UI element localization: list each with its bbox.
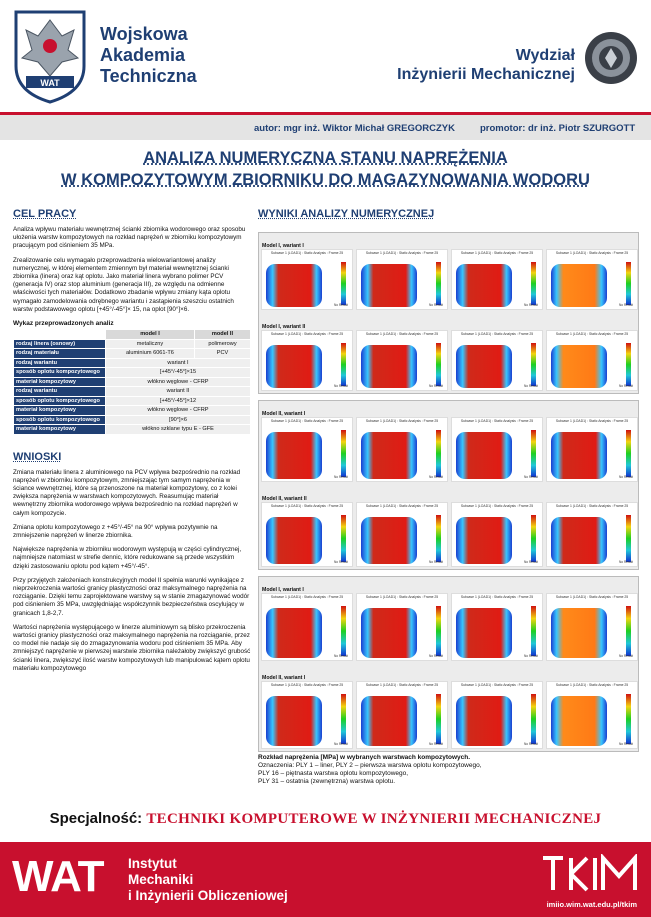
no-result-label: No Result bbox=[334, 384, 348, 388]
tank-model-image bbox=[266, 517, 322, 564]
no-result-label: No Result bbox=[619, 654, 633, 658]
tank-model-image bbox=[551, 696, 607, 746]
stress-contour-plot bbox=[546, 330, 638, 391]
color-scale-legend bbox=[626, 515, 631, 562]
model-variant-label: Model II, wariant I bbox=[262, 675, 306, 681]
tank-model-image bbox=[361, 517, 417, 564]
stress-contour-plot bbox=[356, 417, 448, 482]
stress-contour-plot bbox=[261, 681, 353, 749]
plot-header: Subcase 1 (LOAD1) : Static Analysis : Frame 25 bbox=[270, 419, 344, 423]
results-caption: Rozkład naprężenia [MPa] w wybranych warstwach kompozytowych. Oznaczenia: PLY 1 – liner, PLY 2 – pierwsza warstwa oplotu kompozytowego, PLY 16 – piętnasta warstwa oplotu kompozytowego, PLY 31 – ostatnia (zewnętrzna) warstwa oplotu. bbox=[258, 754, 482, 785]
tank-model-image bbox=[266, 608, 322, 658]
no-result-label: No Result bbox=[524, 384, 538, 388]
plot-header: Subcase 1 (LOAD1) : Static Analysis : Frame 25 bbox=[555, 419, 629, 423]
table-row: rodzaj linera (osnowy) metaliczny polimerowy bbox=[14, 339, 251, 349]
tank-model-image bbox=[551, 345, 607, 388]
footer-url: imiio.wim.wat.edu.pl/tkim bbox=[546, 900, 637, 909]
color-scale-legend bbox=[436, 606, 441, 656]
table-row: rodzaj wariantu wariant I bbox=[14, 358, 251, 368]
color-scale-legend bbox=[626, 694, 631, 744]
no-result-label: No Result bbox=[619, 560, 633, 564]
no-result-label: No Result bbox=[334, 303, 348, 307]
author-bar bbox=[0, 112, 651, 140]
no-result-label: No Result bbox=[429, 475, 443, 479]
no-result-label: No Result bbox=[429, 654, 443, 658]
author-text: autor: mgr inż. Wiktor Michał GREGORCZYK bbox=[254, 123, 456, 134]
results-panel bbox=[258, 576, 639, 752]
no-result-label: No Result bbox=[524, 654, 538, 658]
tank-model-image bbox=[361, 432, 417, 479]
stress-contour-plot bbox=[451, 681, 543, 749]
stress-contour-plot bbox=[546, 249, 638, 310]
color-scale-legend bbox=[341, 515, 346, 562]
wnioski-paragraph-3: Największe naprężenia w zbiorniku wodorowym występują w części cylindrycznej, najmniejsze natomiast w strefie dennic, które redukowane są przede wszystkim dzięki zastosowaniu oplotu pod kątem +45°/-45°. bbox=[13, 546, 242, 570]
tank-model-image bbox=[361, 608, 417, 658]
stress-contour-plot bbox=[451, 417, 543, 482]
institute-name: Instytut Mechaniki i Inżynierii Obliczeniowej bbox=[128, 856, 288, 903]
table-row: sposób oplotu kompozytowego [+45°/-45°]×12 bbox=[14, 396, 251, 406]
no-result-label: No Result bbox=[429, 303, 443, 307]
table-row: materiał kompozytowy włókno węglowe - CFRP bbox=[14, 406, 251, 416]
results-heading: WYNIKI ANALIZY NUMERYCZNEJ bbox=[258, 208, 435, 220]
no-result-label: No Result bbox=[429, 742, 443, 746]
plot-header: Subcase 1 (LOAD1) : Static Analysis : Frame 25 bbox=[270, 683, 344, 687]
specialization-value: TECHNIKI KOMPUTEROWE W INŻYNIERII MECHANICZNEJ bbox=[146, 811, 602, 827]
color-scale-legend bbox=[626, 262, 631, 305]
stress-contour-plot bbox=[451, 502, 543, 567]
tank-model-image bbox=[456, 517, 512, 564]
tank-model-image bbox=[361, 264, 417, 307]
stress-contour-plot bbox=[261, 502, 353, 567]
tank-model-image bbox=[456, 264, 512, 307]
plot-header: Subcase 1 (LOAD1) : Static Analysis : Frame 25 bbox=[460, 332, 534, 336]
plot-header: Subcase 1 (LOAD1) : Static Analysis : Frame 25 bbox=[460, 595, 534, 599]
wnioski-heading: WNIOSKI bbox=[13, 450, 62, 463]
plot-header: Subcase 1 (LOAD1) : Static Analysis : Frame 25 bbox=[365, 419, 439, 423]
stress-contour-plot bbox=[546, 681, 638, 749]
tkim-logo-icon bbox=[541, 854, 637, 892]
color-scale-legend bbox=[531, 343, 536, 386]
plot-header: Subcase 1 (LOAD1) : Static Analysis : Frame 25 bbox=[555, 504, 629, 508]
stress-contour-plot bbox=[356, 330, 448, 391]
model-variant-label: Model I, wariant I bbox=[262, 587, 304, 593]
tank-model-image bbox=[266, 696, 322, 746]
color-scale-legend bbox=[436, 515, 441, 562]
no-result-label: No Result bbox=[619, 742, 633, 746]
stress-contour-plot bbox=[546, 593, 638, 661]
color-scale-legend bbox=[436, 262, 441, 305]
plot-header: Subcase 1 (LOAD1) : Static Analysis : Frame 25 bbox=[460, 419, 534, 423]
model-variant-label: Model I, wariant I bbox=[262, 243, 304, 249]
tank-model-image bbox=[551, 608, 607, 658]
color-scale-legend bbox=[436, 343, 441, 386]
plot-header: Subcase 1 (LOAD1) : Static Analysis : Frame 25 bbox=[555, 332, 629, 336]
specialization-label: Specjalność: bbox=[49, 810, 143, 827]
no-result-label: No Result bbox=[524, 560, 538, 564]
wnioski-paragraph-5: Wartości naprężenia występującego w linerze aluminiowym są blisko przekroczenia wartości granicy plastyczności oraz maksymalnego naprężenia na rozciąganie, przez co model nie nadaje się do zmagazynowania wodoru pod ciśnieniem 35 MPa. Aby zmniejszyć naprężenie w pierwszej warstwie zbiornika należałoby zwiększyć grubość ścianki linera, zwiększyć ilość warstw kompozytowych lub manipulować kątem oplotu materiału kompozytowego bbox=[13, 623, 251, 672]
table-row: materiał kompozytowy włókno węglowe - CFRP bbox=[14, 377, 251, 387]
tank-model-image bbox=[266, 264, 322, 307]
wnioski-paragraph-2: Zmiana oplotu kompozytowego z +45°/-45° na 90° wpływa pozytywnie na zmniejszenie naprężeń w linerze zbiornika. bbox=[13, 523, 218, 539]
no-result-label: No Result bbox=[334, 560, 348, 564]
wat-eagle-logo-icon bbox=[12, 6, 88, 104]
stress-contour-plot bbox=[261, 249, 353, 310]
color-scale-legend bbox=[341, 694, 346, 744]
plot-header: Subcase 1 (LOAD1) : Static Analysis : Frame 25 bbox=[365, 504, 439, 508]
tank-model-image bbox=[266, 345, 322, 388]
header bbox=[0, 0, 651, 110]
color-scale-legend bbox=[436, 430, 441, 477]
svg-text:WAT: WAT bbox=[40, 78, 60, 88]
plot-header: Subcase 1 (LOAD1) : Static Analysis : Frame 25 bbox=[270, 504, 344, 508]
plot-header: Subcase 1 (LOAD1) : Static Analysis : Frame 25 bbox=[555, 251, 629, 255]
color-scale-legend bbox=[626, 430, 631, 477]
model-variant-label: Model II, wariant II bbox=[262, 496, 307, 502]
color-scale-legend bbox=[531, 606, 536, 656]
color-scale-legend bbox=[531, 515, 536, 562]
color-scale-legend bbox=[341, 606, 346, 656]
results-panel bbox=[258, 232, 639, 394]
tank-model-image bbox=[551, 517, 607, 564]
table-row: sposób oplotu kompozytowego [90°]×6 bbox=[14, 415, 251, 425]
plot-header: Subcase 1 (LOAD1) : Static Analysis : Frame 25 bbox=[460, 683, 534, 687]
cel-heading: CEL PRACY bbox=[13, 208, 77, 220]
tank-model-image bbox=[456, 696, 512, 746]
plot-header: Subcase 1 (LOAD1) : Static Analysis : Frame 25 bbox=[555, 683, 629, 687]
no-result-label: No Result bbox=[619, 384, 633, 388]
plot-header: Subcase 1 (LOAD1) : Static Analysis : Frame 25 bbox=[460, 251, 534, 255]
color-scale-legend bbox=[626, 343, 631, 386]
no-result-label: No Result bbox=[334, 475, 348, 479]
university-name: Wojskowa Akademia Techniczna bbox=[100, 24, 197, 86]
stress-contour-plot bbox=[356, 681, 448, 749]
wnioski-paragraph-1: Zmiana materiału linera z aluminiowego na PCV wpływa bezpośrednio na rozkład naprężeń w zbiorniku kompozytowym, zmniejszając tym samym naprężenia w ściance wewnętrznej, które są przenoszone na materiał kompozytowy, co z kolei zwiększa naprężenia w warstwach kompozytowych. Reasumując materiał wewnętrzny zbiornika wodorowego wpływa bezpośrednio na rozkład naprężeń w całym kompozycie. bbox=[13, 468, 241, 517]
table-header-model-1: model I bbox=[106, 330, 195, 340]
color-scale-legend bbox=[531, 694, 536, 744]
footer bbox=[0, 842, 651, 917]
poster-title: ANALIZA NUMERYCZNA STANU NAPRĘŻENIA W KOMPOZYTOWYM ZBIORNIKU DO MAGAZYNOWANIA WODORU bbox=[61, 149, 590, 189]
tank-model-image bbox=[551, 432, 607, 479]
stress-contour-plot bbox=[356, 593, 448, 661]
stress-contour-plot bbox=[451, 593, 543, 661]
color-scale-legend bbox=[341, 343, 346, 386]
table-row: rodzaj materiału aluminium 6061-T6 PCV bbox=[14, 349, 251, 359]
color-scale-legend bbox=[531, 262, 536, 305]
analysis-table-title: Wykaz przeprowadzonych analiz bbox=[13, 320, 114, 328]
color-scale-legend bbox=[436, 694, 441, 744]
plot-header: Subcase 1 (LOAD1) : Static Analysis : Frame 25 bbox=[270, 595, 344, 599]
stress-contour-plot bbox=[261, 330, 353, 391]
color-scale-legend bbox=[341, 430, 346, 477]
stress-contour-plot bbox=[356, 249, 448, 310]
tank-model-image bbox=[361, 696, 417, 746]
model-variant-label: Model II, wariant I bbox=[262, 411, 306, 417]
table-row: materiał kompozytowy włókno szklane typu E - GFE bbox=[14, 425, 251, 435]
stress-contour-plot bbox=[261, 593, 353, 661]
model-variant-label: Model I, wariant II bbox=[262, 324, 306, 330]
plot-header: Subcase 1 (LOAD1) : Static Analysis : Frame 25 bbox=[365, 595, 439, 599]
table-header-model-2: model II bbox=[194, 330, 250, 340]
stress-contour-plot bbox=[451, 249, 543, 310]
no-result-label: No Result bbox=[524, 475, 538, 479]
footer-wat-logo: WAT bbox=[12, 852, 104, 901]
department-gear-logo-icon bbox=[583, 30, 639, 86]
plot-header: Subcase 1 (LOAD1) : Static Analysis : Frame 25 bbox=[555, 595, 629, 599]
no-result-label: No Result bbox=[334, 742, 348, 746]
specialization bbox=[0, 810, 651, 828]
stress-contour-plot bbox=[356, 502, 448, 567]
stress-contour-plot bbox=[261, 417, 353, 482]
results-panel bbox=[258, 400, 639, 570]
plot-header: Subcase 1 (LOAD1) : Static Analysis : Frame 25 bbox=[365, 683, 439, 687]
no-result-label: No Result bbox=[429, 384, 443, 388]
wnioski-paragraph-4: Przy przyjętych założeniach konstrukcyjnych model II spełnia warunki wynikające z nieprzekroczenia wartości granicy plastyczności oraz maksymalnego naprężenia na rozciąganie. Dzięki temu zaprojektowane warstwy są w stanie zmagazynować wodór pod ciśnieniem 35 MPa, uwzględniając współczynnik bezpieczeństwa oscylujący w granicach 1,8-2,7. bbox=[13, 576, 250, 617]
plot-header: Subcase 1 (LOAD1) : Static Analysis : Frame 25 bbox=[460, 504, 534, 508]
plot-header: Subcase 1 (LOAD1) : Static Analysis : Frame 25 bbox=[270, 251, 344, 255]
stress-contour-plot bbox=[546, 502, 638, 567]
plot-header: Subcase 1 (LOAD1) : Static Analysis : Frame 25 bbox=[270, 332, 344, 336]
no-result-label: No Result bbox=[524, 303, 538, 307]
table-row: sposób oplotu kompozytowego [+45°/-45°]×15 bbox=[14, 368, 251, 378]
tank-model-image bbox=[456, 432, 512, 479]
no-result-label: No Result bbox=[334, 654, 348, 658]
no-result-label: No Result bbox=[524, 742, 538, 746]
table-row: rodzaj wariantu wariant II bbox=[14, 387, 251, 397]
stress-contour-plot bbox=[451, 330, 543, 391]
color-scale-legend bbox=[531, 430, 536, 477]
color-scale-legend bbox=[341, 262, 346, 305]
tank-model-image bbox=[456, 345, 512, 388]
department-name: Wydział Inżynierii Mechanicznej bbox=[397, 47, 575, 83]
tank-model-image bbox=[266, 432, 322, 479]
plot-header: Subcase 1 (LOAD1) : Static Analysis : Frame 25 bbox=[365, 251, 439, 255]
no-result-label: No Result bbox=[619, 475, 633, 479]
tank-model-image bbox=[551, 264, 607, 307]
cel-paragraph-2: Zrealizowanie celu wymagało przeprowadzenia wielowariantowej analizy numerycznej, w której elementem zmiennym był materiał wewnętrznej ścianki zbiornika (linera) oraz kąt oplotu. Jako materiał linera wybrano polimer PCV (generacja IV) oraz stop aluminium (generacja III), ze względu na odmienne właściwości tych materiałów. Dodatkowo zbadanie wpływu zmiany kąta oplotu wymagało zamodelowania odrębnego wariantu i zastąpienia szeszciu ostatnich warstw podstawowego oplotu [+45°/-45°]× 15, na oplot [90°]×6. bbox=[13, 256, 234, 313]
stress-contour-plot bbox=[546, 417, 638, 482]
plot-header: Subcase 1 (LOAD1) : Static Analysis : Frame 25 bbox=[365, 332, 439, 336]
no-result-label: No Result bbox=[619, 303, 633, 307]
color-scale-legend bbox=[626, 606, 631, 656]
promotor-text: promotor: dr inż. Piotr SZURGOTT bbox=[480, 123, 636, 134]
tank-model-image bbox=[456, 608, 512, 658]
left-column bbox=[13, 208, 251, 679]
no-result-label: No Result bbox=[429, 560, 443, 564]
analysis-table bbox=[13, 329, 251, 435]
tank-model-image bbox=[361, 345, 417, 388]
cel-paragraph-1: Analiza wpływu materiału wewnętrznej ścianki zbiornika wodorowego oraz sposobu ułożenia warstw kompozytowych na rozkład naprężeń w zbiorniku kompozytowym pracującym pod ciśnieniem 35 MPa. bbox=[13, 226, 246, 250]
